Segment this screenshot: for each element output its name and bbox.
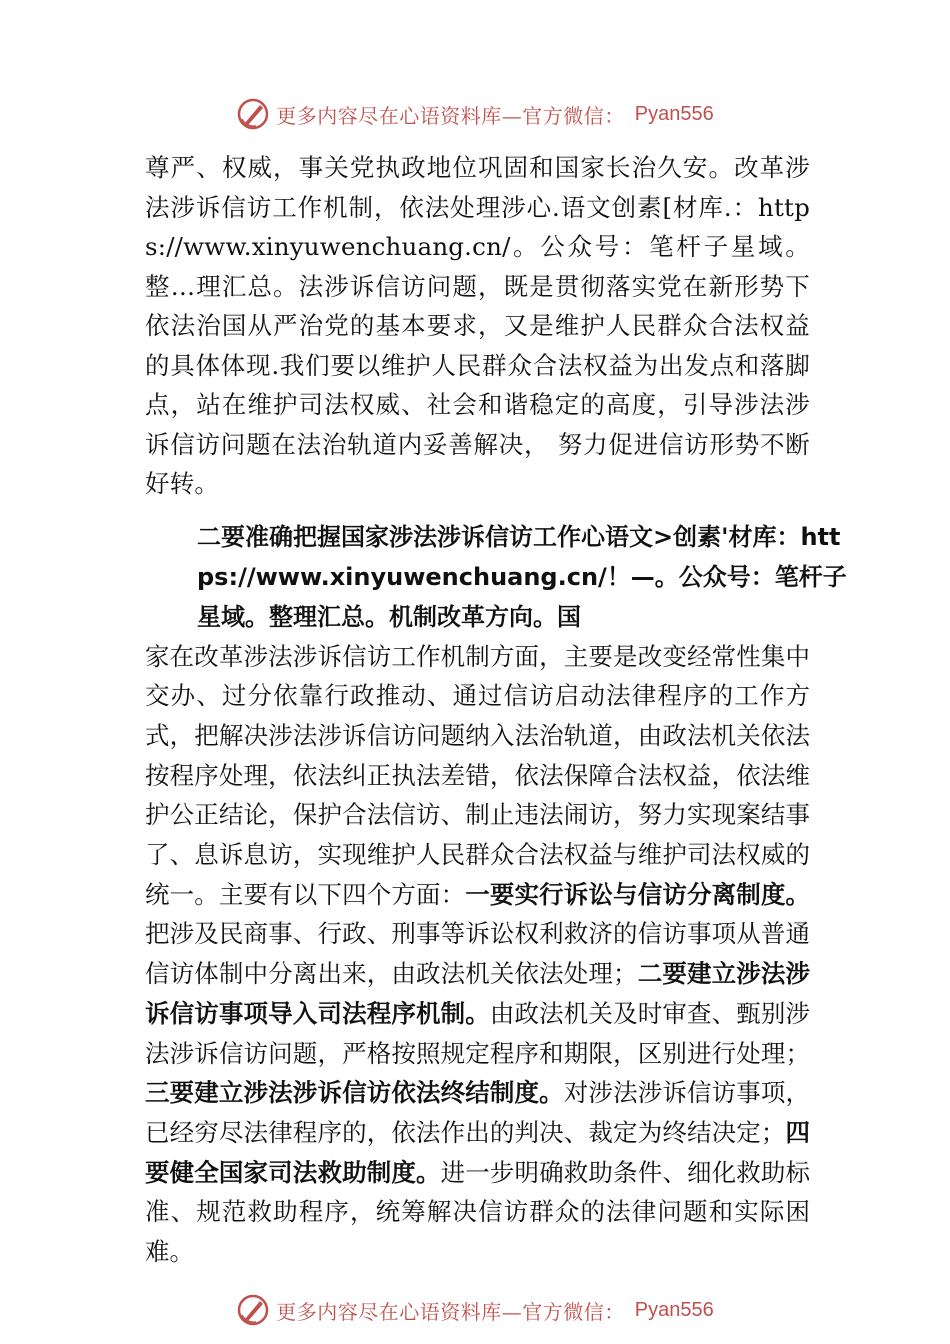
banner-wechat-id: Pyan556 <box>634 1298 714 1321</box>
paragraph-reform <box>145 637 810 1272</box>
point-1-heading: 一要实行诉讼与信访分离制度。 <box>465 879 810 909</box>
footer-banner <box>0 1290 950 1330</box>
banner-text: 更多内容尽在心语资料库—官方微信： <box>276 103 625 128</box>
point-4-text: 进一步明确救助条件、细化救助标准、规范救助程序，统筹解决信访群众的法律问题和实际困难。 <box>145 1157 811 1267</box>
paragraph-intro: 尊严、权威，事关党执政地位巩固和国家长治久安。改革涉法涉诉信访工作机制，依法处理涉心.语文创素[材库.：https://www.xinyuwenchuang.cn/。公众号：笔杆子星域。整…理汇总。法涉诉信访问题，既是贯彻落实党在新形势下依法治国从严治党的基本要求，又是维护人民群众合法权益的具体体现.我们要以维护人民群众合法权益为出发点和落脚点，站在维护司法权威、社会和谐稳定的高度，引导涉法涉诉信访问题在法治轨道内妥善解决， 努力促进信访形势不断好转。 <box>145 153 810 498</box>
point-2-heading: 二要建立涉法涉诉信访事项导入司法程序机制。 <box>145 959 811 1028</box>
paragraph-reform-text: 家在改革涉法涉诉信访工作机制方面，主要是改变经常性集中交办、过分依靠行政推动、通过信访启动法律程序的工作方式，把解决涉法涉诉信访问题纳入法治轨道，由政法机关依法按程序处理，依法纠正执法差错，依法保障合法权益，依法维护公正结论，保护合法信访、制止违法闹访，努力实现案结事了、息诉息访，实现维护人民群众合法权益与维护司法权威的统一。主要有以下四个方面： <box>145 641 810 909</box>
pen-logo-icon <box>236 97 270 131</box>
banner-text: 更多内容尽在心语资料库—官方微信： <box>276 1299 625 1324</box>
header-banner <box>0 94 950 134</box>
point-2-text: 由政法机关及时审查、甄别涉法涉诉信访问题，严格按照规定程序和期限，区别进行处理； <box>145 998 811 1068</box>
document-body <box>145 148 847 1272</box>
point-3-heading: 三要建立涉法涉诉信访依法终结制度。 <box>145 1078 564 1108</box>
point-1-text: 把涉及民商事、行政、刑事等诉讼权利救济的信访事项从普通信访体制中分离出来，由政法机关依法处理； <box>145 919 810 989</box>
pen-logo-icon <box>236 1293 270 1327</box>
point-4-heading: 四要健全国家司法救助制度。 <box>145 1117 811 1187</box>
banner-wechat-id: Pyan556 <box>634 102 714 125</box>
section-heading: 二要准确把握国家涉法涉诉信访工作心语文>创素'材库：https://www.xinyuwenchuang.cn/！—。公众号：笔杆子星域。整理汇总。机制改革方向。国 <box>197 522 847 631</box>
point-3-text: 对涉法涉诉信访事项，已经穷尽法律程序的，依法作出的判决、裁定为终结决定； <box>145 1078 811 1147</box>
